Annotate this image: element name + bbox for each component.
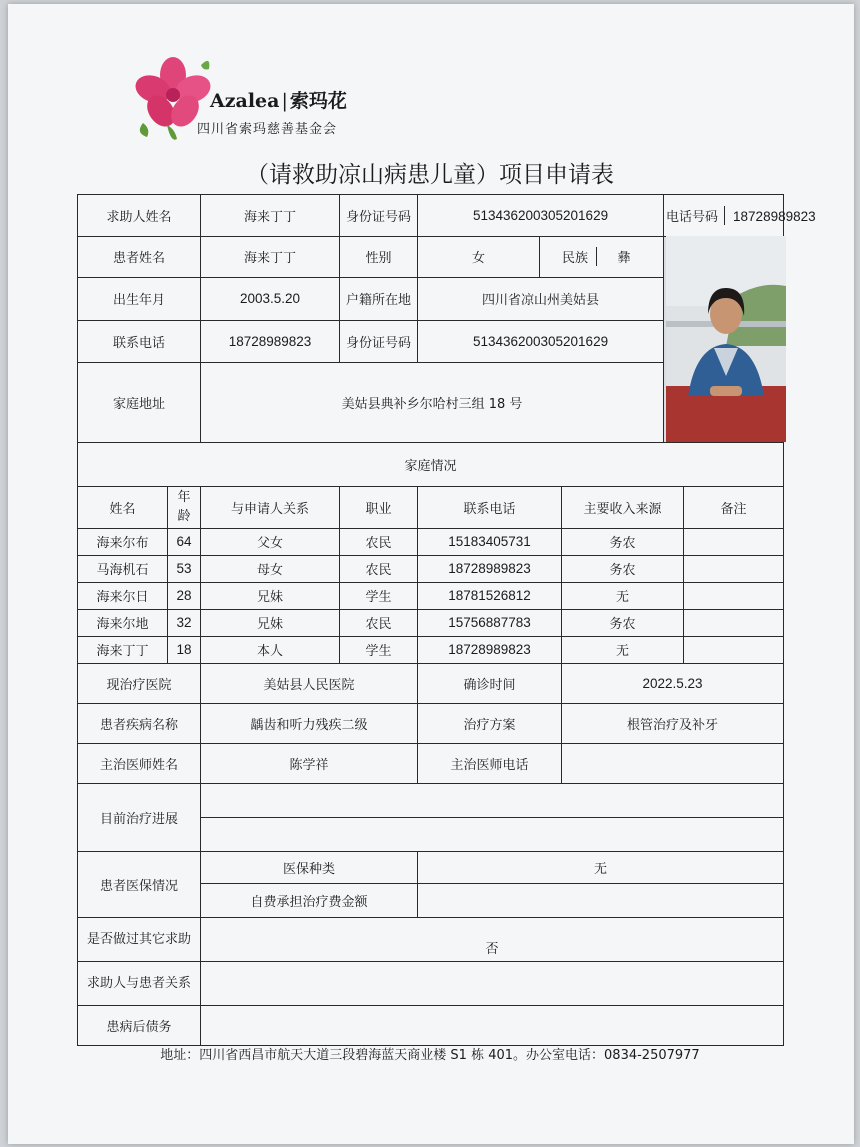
label-id-number-2: 身份证号码 bbox=[340, 320, 418, 363]
member-note bbox=[684, 555, 784, 582]
table-row bbox=[78, 636, 784, 663]
label-doctor-phone: 主治医师电话 bbox=[418, 743, 562, 783]
member-name: 海来丁丁 bbox=[78, 636, 168, 663]
label-current-hospital: 现治疗医院 bbox=[78, 663, 201, 703]
member-age: 32 bbox=[168, 609, 201, 636]
member-income: 无 bbox=[562, 582, 684, 609]
member-income: 务农 bbox=[562, 555, 684, 582]
relation bbox=[201, 961, 784, 1005]
member-note bbox=[684, 636, 784, 663]
member-age: 18 bbox=[168, 636, 201, 663]
family-header-income: 主要收入来源 bbox=[562, 486, 684, 528]
applicant-phone: 电话号码 18728989823 bbox=[664, 195, 784, 237]
family-section-title: 家庭情况 bbox=[78, 442, 784, 486]
label-gender: 性别 bbox=[340, 237, 418, 278]
applicant-id-number: 513436200305201629 bbox=[418, 195, 664, 237]
member-note bbox=[684, 582, 784, 609]
member-name: 海来尔地 bbox=[78, 609, 168, 636]
member-name: 海来尔日 bbox=[78, 582, 168, 609]
table-row bbox=[78, 528, 784, 555]
family-header-job: 职业 bbox=[340, 486, 418, 528]
member-job: 农民 bbox=[340, 609, 418, 636]
member-phone: 15756887783 bbox=[418, 609, 562, 636]
label-progress: 目前治疗进展 bbox=[78, 783, 201, 851]
member-note bbox=[684, 609, 784, 636]
applicant-name: 海来丁丁 bbox=[201, 195, 340, 237]
table-row bbox=[78, 555, 784, 582]
member-relation: 兄妹 bbox=[201, 582, 340, 609]
family-header-relation: 与申请人关系 bbox=[201, 486, 340, 528]
member-note bbox=[684, 528, 784, 555]
label-debt: 患病后债务 bbox=[78, 1005, 201, 1045]
label-relation: 求助人与患者关系 bbox=[78, 961, 201, 1005]
label-diagnosis-time: 确诊时间 bbox=[418, 663, 562, 703]
label-disease-name: 患者疾病名称 bbox=[78, 703, 201, 743]
treatment-progress-line-2 bbox=[201, 817, 784, 851]
member-age: 28 bbox=[168, 582, 201, 609]
other-aid: 否 bbox=[201, 917, 784, 961]
table-row bbox=[78, 609, 784, 636]
patient-ethnicity: 彝 bbox=[596, 247, 641, 266]
household-location: 四川省凉山州美姑县 bbox=[418, 277, 664, 320]
member-age: 53 bbox=[168, 555, 201, 582]
member-relation: 母女 bbox=[201, 555, 340, 582]
member-job: 农民 bbox=[340, 555, 418, 582]
application-form bbox=[77, 194, 816, 1046]
self-pay-amount bbox=[418, 883, 784, 917]
member-name: 海来尔布 bbox=[78, 528, 168, 555]
disease-name: 龋齿和听力残疾二级 bbox=[201, 703, 418, 743]
member-job: 学生 bbox=[340, 582, 418, 609]
treatment-plan: 根管治疗及补牙 bbox=[562, 703, 784, 743]
birth-date: 2003.5.20 bbox=[201, 277, 340, 320]
label-household: 户籍所在地 bbox=[340, 277, 418, 320]
diagnosis-time: 2022.5.23 bbox=[562, 663, 784, 703]
label-doctor-name: 主治医师姓名 bbox=[78, 743, 201, 783]
member-job: 农民 bbox=[340, 528, 418, 555]
label-home-address: 家庭地址 bbox=[78, 363, 201, 443]
patient-name: 海来丁丁 bbox=[201, 237, 340, 278]
patient-ethnicity-cell bbox=[540, 237, 664, 278]
member-phone: 18728989823 bbox=[418, 636, 562, 663]
member-income: 无 bbox=[562, 636, 684, 663]
debt bbox=[201, 1005, 784, 1045]
patient-gender: 女 bbox=[418, 237, 540, 278]
label-id-number: 身份证号码 bbox=[340, 195, 418, 237]
label-patient-name: 患者姓名 bbox=[78, 237, 201, 278]
label-phone-number: 电话号码 bbox=[666, 209, 719, 224]
label-self-pay: 自费承担治疗费金额 bbox=[201, 883, 418, 917]
member-name: 马海机石 bbox=[78, 555, 168, 582]
patient-id-number: 513436200305201629 bbox=[418, 320, 664, 363]
patient-photo bbox=[664, 237, 784, 443]
label-treatment-plan: 治疗方案 bbox=[418, 703, 562, 743]
label-applicant-name: 求助人姓名 bbox=[78, 195, 201, 237]
label-insurance-type: 医保种类 bbox=[201, 851, 418, 883]
label-other-aid: 是否做过其它求助 bbox=[78, 917, 201, 961]
member-age: 64 bbox=[168, 528, 201, 555]
member-phone: 18728989823 bbox=[418, 555, 562, 582]
insurance-type: 无 bbox=[418, 851, 784, 883]
table-row bbox=[78, 582, 784, 609]
member-phone: 18781526812 bbox=[418, 582, 562, 609]
member-relation: 父女 bbox=[201, 528, 340, 555]
label-contact-phone: 联系电话 bbox=[78, 320, 201, 363]
member-income: 务农 bbox=[562, 609, 684, 636]
logo-wordmark: Azalea | 索玛花 bbox=[210, 90, 347, 112]
label-insurance: 患者医保情况 bbox=[78, 851, 201, 917]
current-hospital: 美姑县人民医院 bbox=[201, 663, 418, 703]
treatment-progress bbox=[201, 783, 784, 817]
family-header-note: 备注 bbox=[684, 486, 784, 528]
family-header-phone: 联系电话 bbox=[418, 486, 562, 528]
doctor-name: 陈学祥 bbox=[201, 743, 418, 783]
member-job: 学生 bbox=[340, 636, 418, 663]
home-address: 美姑县典补乡尔哈村三组 18 号 bbox=[201, 363, 664, 443]
member-relation: 本人 bbox=[201, 636, 340, 663]
member-relation: 兄妹 bbox=[201, 609, 340, 636]
member-phone: 15183405731 bbox=[418, 528, 562, 555]
organization-name: 四川省索玛慈善基金会 bbox=[197, 122, 338, 137]
family-header-age: 年龄 bbox=[168, 486, 201, 528]
member-income: 务农 bbox=[562, 528, 684, 555]
label-ethnicity: 民族 bbox=[562, 251, 589, 267]
doctor-phone bbox=[562, 743, 784, 783]
family-header-name: 姓名 bbox=[78, 486, 168, 528]
label-birth-date: 出生年月 bbox=[78, 277, 201, 320]
portrait-image bbox=[666, 236, 786, 442]
footer-address: 地址：四川省西昌市航天大道三段碧海蓝天商业楼 S1 栋 401。办公室电话：0834-2507977 bbox=[160, 1048, 700, 1063]
contact-phone: 18728989823 bbox=[201, 320, 340, 363]
form-title: （请救助凉山病患儿童）项目申请表 bbox=[246, 162, 614, 188]
